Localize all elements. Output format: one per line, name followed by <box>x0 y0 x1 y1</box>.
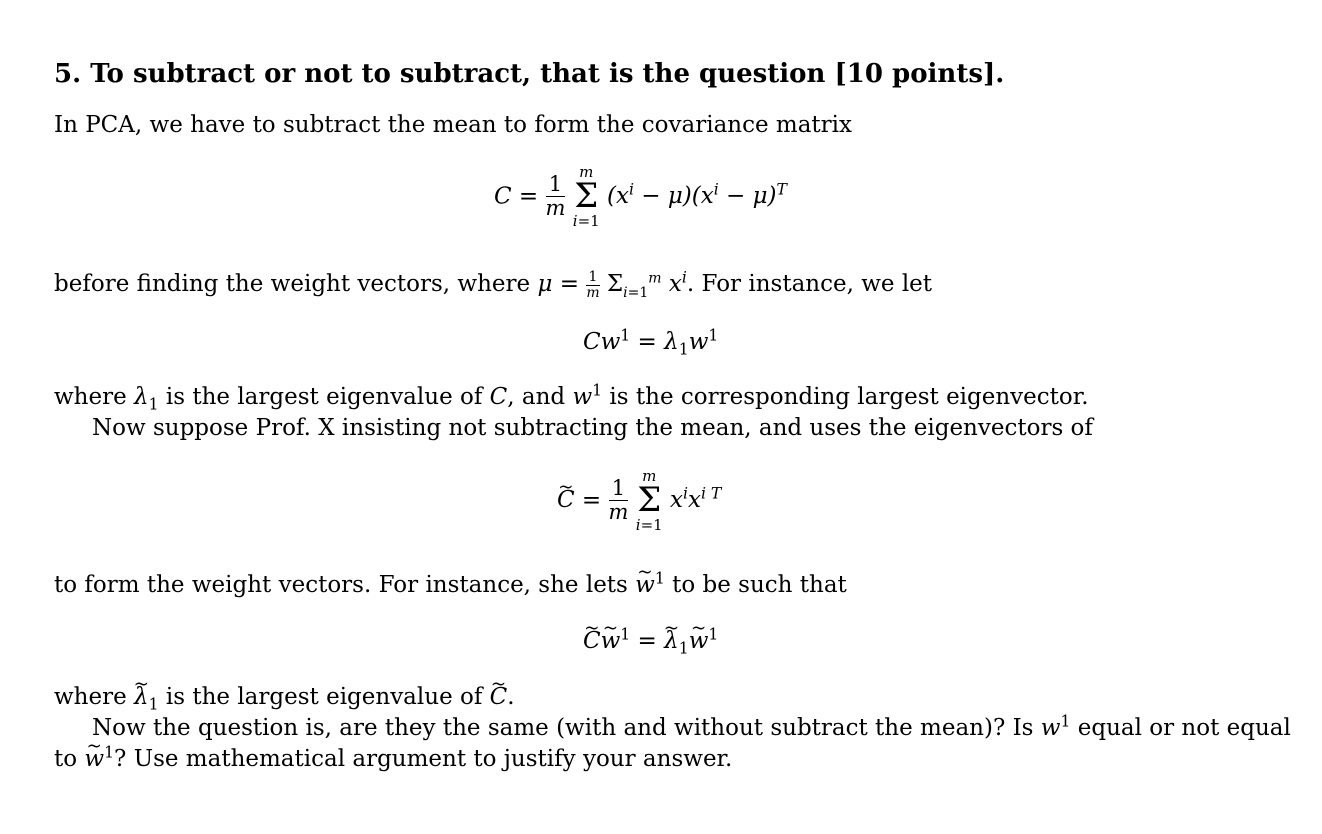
intro-paragraph: In PCA, we have to subtract the mean to form the covariance matrix <box>54 112 852 138</box>
justify-line: to ~ $w^1$? Use mathematical argument to justify your answer. <box>54 748 732 771</box>
ctilde-equation: ~ C = $\frac{1}{m}$ m Σ i=1 $x^ix^{i T}$ <box>557 467 721 534</box>
fraction-one-over-m-2: $\frac{1}{m}$ <box>608 475 629 524</box>
question-line: Now the question is, are they the same (with and without subtract the mean)? Is $w^1$ equal or not equal <box>92 711 1291 741</box>
lambda-description-line: where $\lambda_1$ is the largest eigenvalue of C, and $w^1$ is the corresponding largest eigenvector. <box>54 380 1089 414</box>
eigen-equation-1: $Cw^1 = \lambda_1w^1$ <box>583 325 719 359</box>
eigen-equation-2: ~ C~ $w^1$ = ~ $\lambda_1\sim$ $w^1$ <box>583 628 718 654</box>
fraction-one-over-m: $\frac{1}{m}$ <box>545 171 566 220</box>
lambda-tilde-line: where ~ $\lambda_1$ is the largest eigenvalue of ~ C. <box>54 686 515 709</box>
covariance-equation: C = $\frac{1}{m}$ m Σ i=1 $(x^i - \mu)(x^i - \mu)^T$ <box>494 163 787 230</box>
summation-symbol: m Σ i=1 <box>572 163 600 230</box>
question-heading: 5. To subtract or not to subtract, that is the question [10 points]. <box>54 59 1005 89</box>
weight-vectors-line: to form the weight vectors. For instance, she lets ~ $w^1$ to be such that <box>54 574 847 597</box>
prof-x-paragraph: Now suppose Prof. X insisting not subtracting the mean, and uses the eigenvectors of <box>92 415 1093 441</box>
summation-symbol-2: m Σ i=1 <box>635 467 663 534</box>
mean-definition-line: before finding the weight vectors, where μ = $\frac{1}{m}$ $\Sigma_{i=1}^m$ $x^i$. For instance, we let <box>54 267 933 301</box>
